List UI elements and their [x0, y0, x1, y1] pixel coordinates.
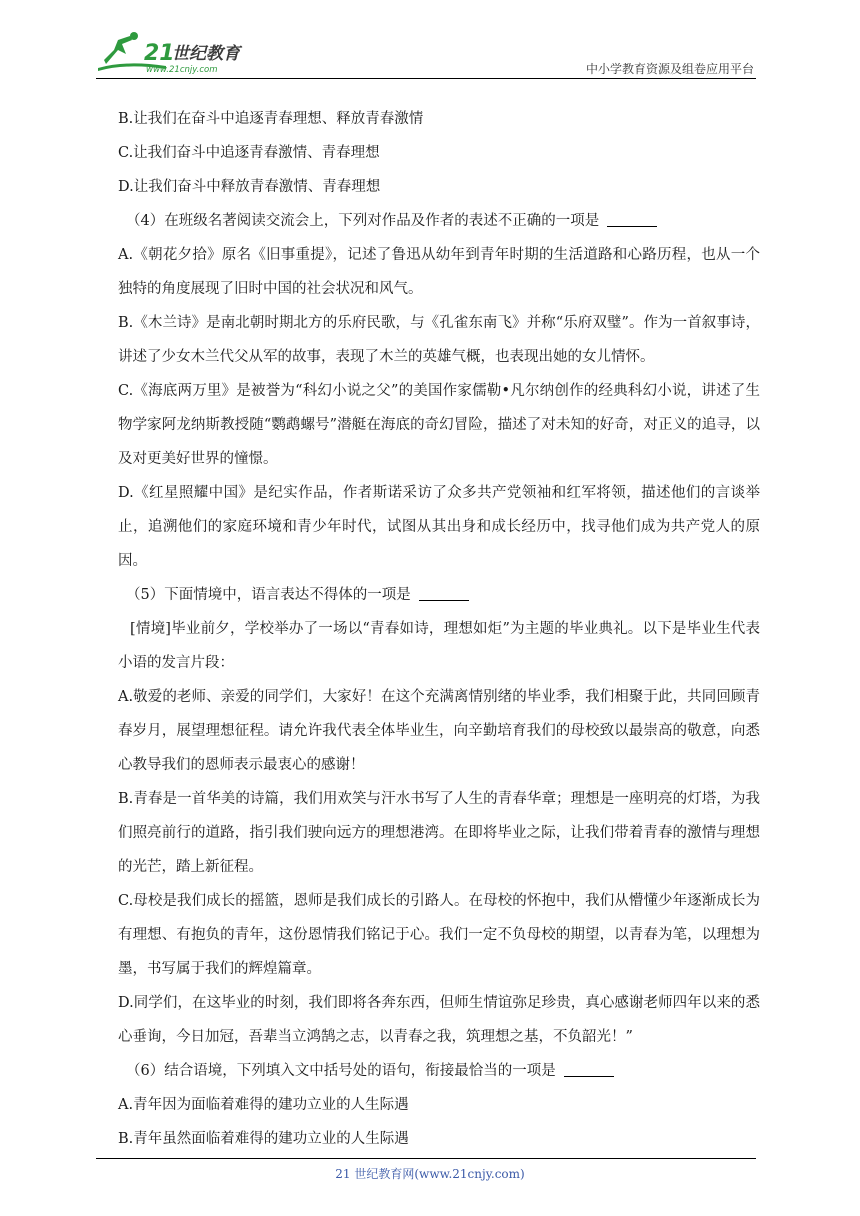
svg-text:21: 21	[144, 41, 175, 66]
answer-blank	[607, 212, 657, 227]
option-c-q3: C.让我们奋斗中追逐青春激情、青春理想	[118, 145, 380, 161]
option-d-q5: D.同学们，在这毕业的时刻，我们即将各奔东西，但师生情谊弥足珍贵，真心感谢老师四年以来的悉心垂询，今日加冠，吾辈当立鸿鹄之志，以青春之我，筑理想之基，不负韶光！”	[118, 995, 760, 1045]
option-b-q3: B.让我们在奋斗中追逐青春理想、释放青春激情	[118, 111, 424, 127]
page-header	[96, 30, 756, 80]
runner-icon	[104, 36, 132, 64]
option-c-q5: C.母校是我们成长的摇篮，恩师是我们成长的引路人。在母校的怀抱中，我们从懵懂少年逐渐成长为有理想、有抱负的青年，这份恩情我们铭记于心。我们一定不负母校的期望，以青春为笔，以理想为墨，书写属于我们的辉煌篇章。	[118, 893, 760, 977]
context-q5: [情境]毕业前夕，学校举办了一场以“青春如诗，理想如炬”为主题的毕业典礼。以下是毕业生代表小语的发言片段：	[118, 621, 760, 671]
option-c-q4: C.《海底两万里》是被誉为“科幻小说之父”的美国作家儒勒•凡尔纳创作的经典科幻小说，讲述了生物学家阿龙纳斯教授随“鹦鹉螺号”潜艇在海底的奇幻冒险，描述了对未知的好奇，对正义的追寻，以及对更美好世界的憧憬。	[118, 383, 760, 467]
question-4-text: （4）在班级名著阅读交流会上，下列对作品及作者的表述不正确的一项是	[126, 213, 600, 229]
option-b-q6: B.青年虽然面临着难得的建功立业的人生际遇	[118, 1131, 409, 1147]
svg-text:世纪教育: 世纪教育	[172, 44, 240, 64]
question-5-text: （5）下面情境中，语言表达不得体的一项是	[126, 587, 411, 603]
question-5	[126, 578, 760, 612]
option-a-q4: A.《朝花夕拾》原名《旧事重提》，记述了鲁迅从幼年到青年时期的生活道路和心路历程，也从一个独特的角度展现了旧时中国的社会状况和风气。	[118, 247, 760, 297]
platform-name: 中小学教育资源及组卷应用平台	[585, 62, 754, 76]
answer-blank	[419, 586, 469, 601]
question-content	[118, 102, 760, 1156]
option-b-q4: B.《木兰诗》是南北朝时期北方的乐府民歌，与《孔雀东南飞》并称“乐府双璧”。作为一首叙事诗，讲述了少女木兰代父从军的故事，表现了木兰的英雄气概，也表现出她的女儿情怀。	[118, 315, 760, 365]
question-6-text: （6）结合语境，下列填入文中括号处的语句，衔接最恰当的一项是	[126, 1063, 556, 1079]
option-a-q5: A.敬爱的老师、亲爱的同学们，大家好！在这个充满离情别绪的毕业季，我们相聚于此，共同回顾青春岁月，展望理想征程。请允许我代表全体毕业生，向辛勤培育我们的母校致以最崇高的敬意，向悉心教导我们的恩师表示最衷心的感谢！	[118, 689, 760, 773]
question-4	[126, 204, 760, 238]
svg-text:www.21cnjy.com: www.21cnjy.com	[146, 65, 218, 75]
option-d-q4: D.《红星照耀中国》是纪实作品，作者斯诺采访了众多共产党领袖和红军将领，描述他们的言谈举止，追溯他们的家庭环境和青少年时代，试图从其出身和成长经历中，找寻他们成为共产党人的原因。	[118, 485, 760, 569]
answer-blank	[564, 1062, 614, 1077]
option-d-q3: D.让我们奋斗中释放青春激情、青春理想	[118, 179, 381, 195]
footer-divider	[96, 1158, 756, 1159]
option-a-q6: A.青年因为面临着难得的建功立业的人生际遇	[118, 1097, 409, 1113]
question-6	[126, 1054, 760, 1088]
page-footer: 21 世纪教育网(www.21cnjy.com)	[335, 1167, 525, 1181]
site-logo	[96, 30, 266, 76]
option-b-q5: B.青春是一首华美的诗篇，我们用欢笑与汗水书写了人生的青春华章；理想是一座明亮的灯塔，为我们照亮前行的道路，指引我们驶向远方的理想港湾。在即将毕业之际，让我们带着青春的激情与理想的光芒，踏上新征程。	[118, 791, 760, 875]
header-divider	[96, 78, 756, 79]
